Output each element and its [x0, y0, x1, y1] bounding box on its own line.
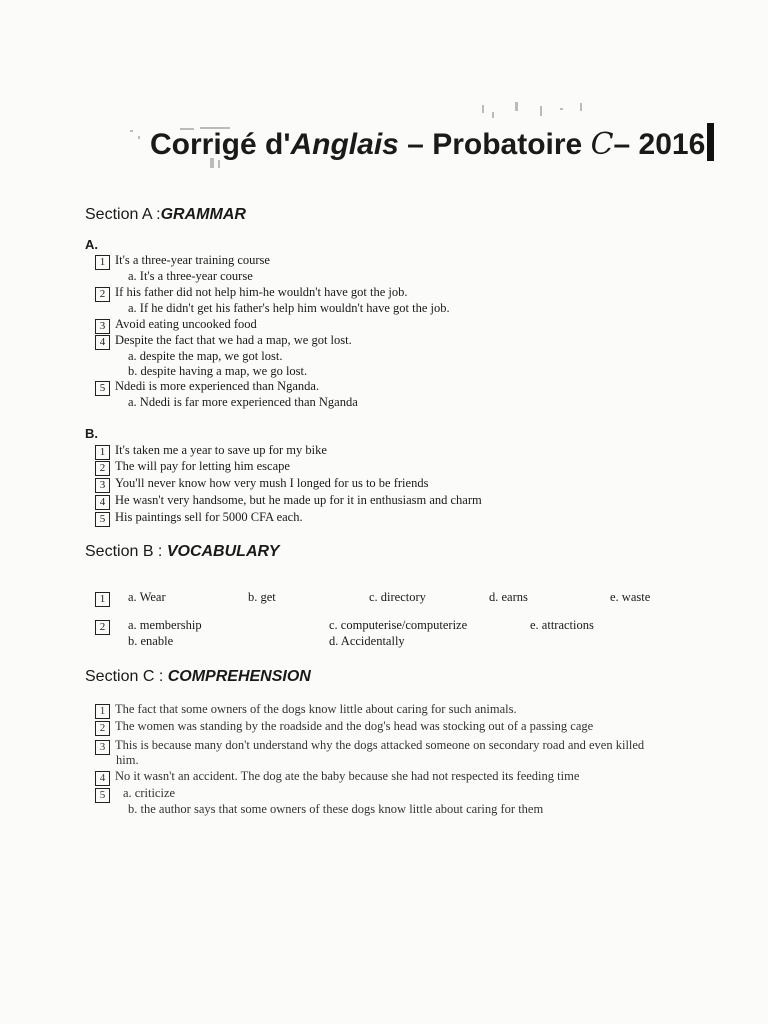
vocab-q2-c: c. computerise/computerize — [329, 618, 468, 632]
part-a-label: A. — [85, 237, 98, 252]
vocab-q1-b: b. get — [248, 590, 276, 604]
grammar-a-subitem: b. despite having a map, we go lost. — [128, 364, 308, 378]
part-b-label: B. — [85, 426, 98, 441]
grammar-a-subitem: a. It's a three-year course — [128, 269, 253, 283]
vocab-q1-d: d. earns — [489, 590, 528, 604]
comprehension-item-2: 2 The women was standing by the roadside and the dog's head was stocking out of a passing cage — [95, 718, 593, 736]
grammar-b-item-5: 5 His paintings sell for 5000 CFA each. — [95, 509, 303, 527]
section-a-heading: Section A :GRAMMAR — [85, 206, 246, 223]
vocab-q2-a: a. membership — [128, 618, 202, 632]
grammar-a-item-1: 1 It's a three-year training course — [95, 252, 270, 270]
grammar-b-item-1: 1 It's taken me a year to save up for my bike — [95, 442, 327, 460]
grammar-b-item-4: 4 He wasn't very handsome, but he made up for it in enthusiasm and charm — [95, 492, 482, 510]
vocab-q1-e: e. waste — [610, 590, 651, 604]
grammar-b-item-3: 3 You'll never know how very mush I longed for us to be friends — [95, 475, 428, 493]
grammar-a-item-5: 5 Ndedi is more experienced than Nganda. — [95, 378, 319, 396]
vocab-q2-e: e. attractions — [530, 618, 594, 632]
section-b-heading: Section B : VOCABULARY — [85, 543, 280, 560]
vocab-q2-d: d. Accidentally — [329, 634, 405, 648]
comprehension-subitem: b. the author says that some owners of these dogs know little about caring for them — [128, 802, 544, 816]
grammar-a-item-2: 2 If his father did not help him-he wouldn't have got the job. — [95, 284, 407, 302]
grammar-a-subitem: a. Ndedi is far more experienced than Nganda — [128, 395, 358, 409]
vocab-q2-b: b. enable — [128, 634, 174, 648]
vocab-q1-c: c. directory — [369, 590, 426, 604]
scan-bar — [707, 123, 714, 161]
comprehension-item-4: 4 No it wasn't an accident. The dog ate the baby because she had not respected its feeding time — [95, 768, 579, 786]
page-title: Corrigé d'Anglais – Probatoire C– 2016 — [150, 120, 710, 170]
section-c-heading: Section C : COMPREHENSION — [85, 668, 311, 685]
comprehension-item-5: 5 a. criticize — [95, 785, 175, 803]
grammar-a-subitem: a. despite the map, we got lost. — [128, 349, 283, 363]
grammar-a-subitem: a. If he didn't get his father's help him wouldn't have got the job. — [128, 301, 450, 315]
grammar-b-item-2: 2 The will pay for letting him escape — [95, 458, 290, 476]
comprehension-item-1: 1 The fact that some owners of the dogs know little about caring for such animals. — [95, 701, 517, 719]
vocab-q1-a: a. Wear — [128, 590, 166, 604]
comprehension-item-3: 3 This is because many don't understand why the dogs attacked someone on secondary road and even killed — [95, 737, 644, 755]
vocab-q2-number: 2 — [95, 617, 115, 635]
grammar-a-item-4: 4 Despite the fact that we had a map, we got lost. — [95, 332, 352, 350]
grammar-a-item-3: 3 Avoid eating uncooked food — [95, 316, 257, 334]
vocab-q1-number: 1 — [95, 589, 115, 607]
comprehension-item-3-continued: him. — [116, 753, 139, 767]
